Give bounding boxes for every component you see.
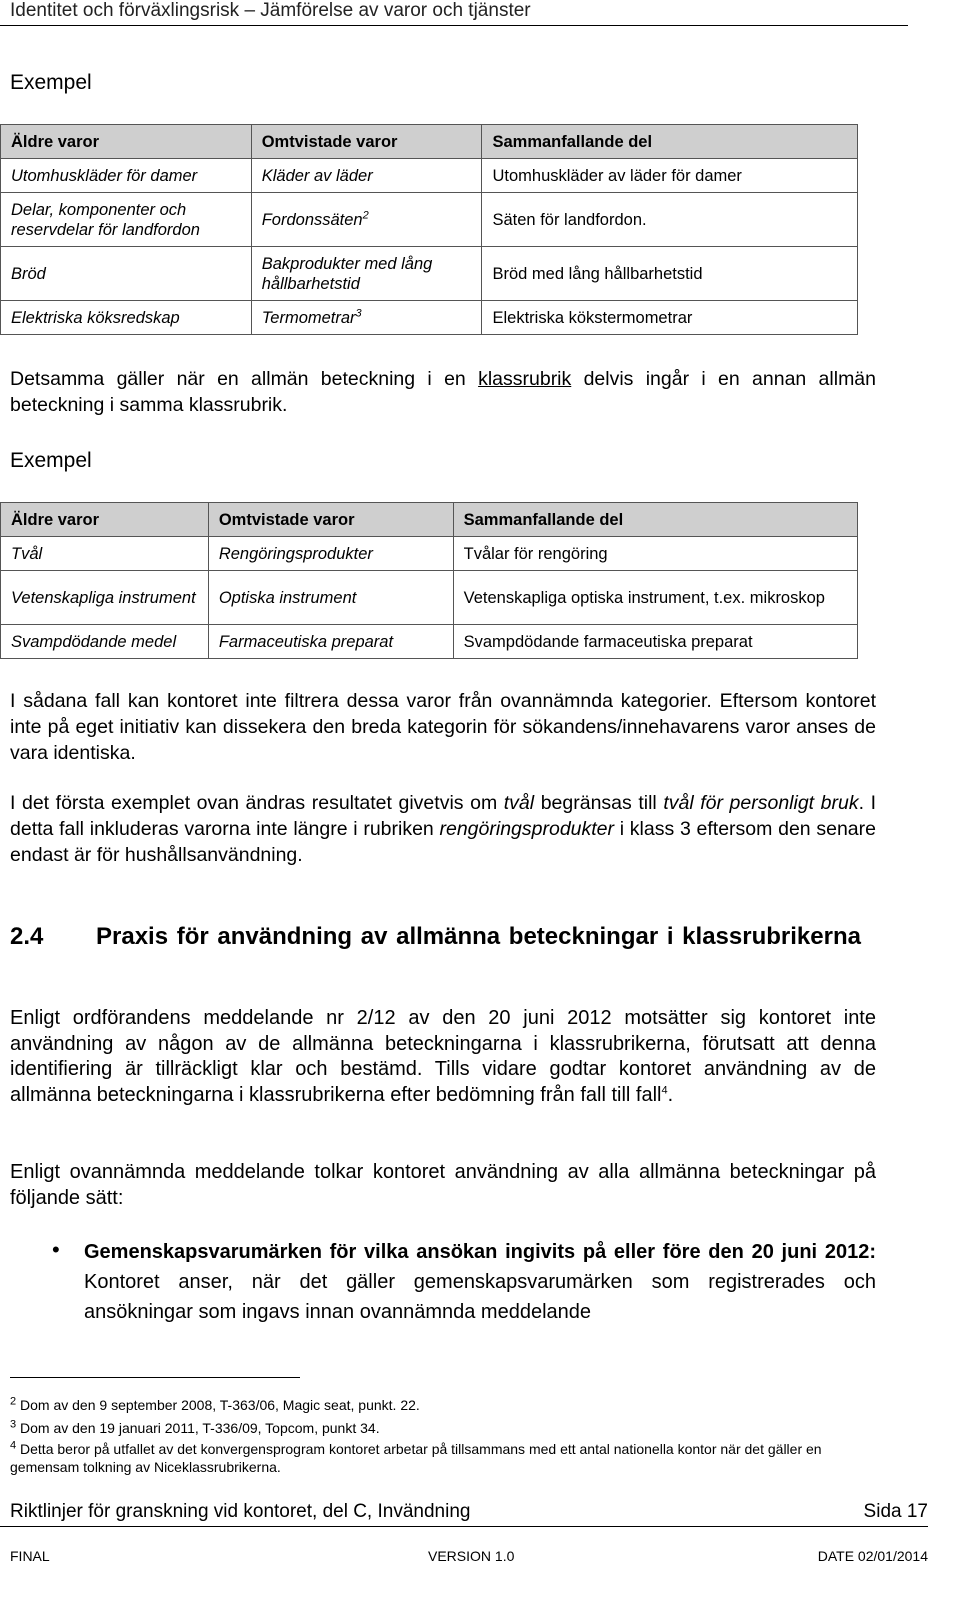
- footnote-number: 4: [10, 1439, 17, 1452]
- table-cell: Utomhuskläder för damer: [1, 159, 252, 193]
- paragraph-text: . I detta fall inkluderas varorna inte längre i rubriken: [10, 792, 877, 840]
- paragraph-4: [10, 1006, 876, 1108]
- example-table-2: [0, 502, 858, 659]
- table-row: [1, 571, 858, 625]
- footer-guideline-title: Riktlinjer för granskning vid kontoret, del C, Invändning: [10, 1501, 471, 1522]
- column-header: Sammanfallande del: [482, 125, 858, 159]
- column-header: Äldre varor: [1, 503, 209, 537]
- table-row: [1, 301, 858, 335]
- table-cell: Optiska instrument: [208, 571, 453, 625]
- table-cell: Bröd med lång hållbarhetstid: [482, 247, 858, 301]
- cell-text: Fordonssäten: [261, 210, 363, 229]
- klassrubrik-link[interactable]: klassrubrik: [478, 368, 572, 390]
- table-row: [1, 625, 858, 659]
- table-cell: Elektriska köksredskap: [1, 301, 252, 335]
- footer-divider: [0, 1526, 928, 1527]
- bullet-item: [84, 1237, 876, 1327]
- footnote-divider: [10, 1377, 300, 1378]
- table-cell: Farmaceutiska preparat: [208, 625, 453, 659]
- bullet-point: •: [52, 1237, 60, 1262]
- table-cell: Kläder av läder: [251, 159, 482, 193]
- paragraph-text: i klass 3 eftersom den senare endast är för hushållsanvändning.: [10, 818, 876, 866]
- table-row: [1, 537, 858, 571]
- footnote-2: [10, 1396, 890, 1414]
- emphasis-text: tvål: [503, 792, 535, 814]
- table-header-row: [1, 503, 858, 537]
- paragraph-text: delvis ingår i en annan allmän beteckning i samma klassrubrik.: [10, 368, 877, 416]
- table-cell: Vetenskapliga instrument: [1, 571, 209, 625]
- paragraph-text: I det första exemplet ovan ändras resultatet givetvis om: [10, 792, 504, 814]
- table-row: [1, 247, 858, 301]
- example-table-1: [0, 124, 858, 335]
- bullet-text: Kontoret anser, när det gäller gemenskapsvarumärken som registrerades och ansökningar som ingavs innan ovannämnda meddelande: [84, 1271, 876, 1323]
- paragraph-text: Enligt ordförandens meddelande nr 2/12 av den 20 juni 2012 motsätter sig kontoret inte användning av någon av de allmänna beteckningarna i klassrubrikerna, förutsatt att denna identifiering är tillräckligt klar och bestämd. Tills vidare godtar kontoret användning av de allmänna beteckningarna i klassrubrikerna efter bedömning från fall till fall: [10, 1007, 876, 1106]
- column-header: Omtvistade varor: [208, 503, 453, 537]
- example-label-2: Exempel: [10, 449, 92, 472]
- table-cell: Svampdödande medel: [1, 625, 209, 659]
- running-header-title: Identitet och förväxlingsrisk – Jämförelse av varor och tjänster: [10, 0, 531, 21]
- paragraph-5: Enligt ovannämnda meddelande tolkar kontoret användning av alla allmänna beteckningar på följande sätt:: [10, 1161, 876, 1209]
- doc-status: FINAL: [10, 1548, 50, 1564]
- table-header-row: [1, 125, 858, 159]
- section-number: 2.4: [10, 923, 44, 950]
- table-cell: Elektriska kökstermometrar: [482, 301, 858, 335]
- section-title: Praxis för användning av allmänna beteckningar i klassrubrikerna: [96, 923, 861, 950]
- table-cell: Bakprodukter med lång hållbarhetstid: [251, 247, 482, 301]
- table-cell: Utomhuskläder av läder för damer: [482, 159, 858, 193]
- footnote-ref: 4: [661, 1083, 668, 1096]
- footnote-number: 2: [10, 1395, 17, 1408]
- paragraph-text: .: [667, 1083, 674, 1106]
- emphasis-text: tvål för personligt bruk: [663, 792, 859, 814]
- paragraph-3: [10, 790, 876, 868]
- table-cell: Tvålar för rengöring: [453, 537, 857, 571]
- table-cell: [251, 301, 482, 335]
- paragraph-text: begränsas till: [534, 792, 664, 814]
- cell-text: Termometrar: [261, 308, 356, 327]
- column-header: Omtvistade varor: [251, 125, 482, 159]
- table-cell: Svampdödande farmaceutiska preparat: [453, 625, 857, 659]
- table-cell: Vetenskapliga optiska instrument, t.ex. mikroskop: [453, 571, 857, 625]
- table-row: [1, 193, 858, 247]
- footnote-ref: 3: [355, 307, 362, 319]
- table-cell: Säten för landfordon.: [482, 193, 858, 247]
- column-header: Äldre varor: [1, 125, 252, 159]
- table-cell: Delar, komponenter och reservdelar för landfordon: [1, 193, 252, 247]
- table-cell: Bröd: [1, 247, 252, 301]
- footnote-text: Dom av den 19 januari 2011, T-336/09, Topcom, punkt 34.: [20, 1420, 380, 1436]
- doc-version: VERSION 1.0: [428, 1548, 515, 1564]
- header-divider: [0, 25, 908, 26]
- table-row: [1, 159, 858, 193]
- table-cell: Rengöringsprodukter: [208, 537, 453, 571]
- footnote-ref: 2: [362, 209, 369, 221]
- footnote-text: Dom av den 9 september 2008, T-363/06, Magic seat, punkt. 22.: [20, 1397, 420, 1413]
- table-cell: [251, 193, 482, 247]
- emphasis-text: rengöringsprodukter: [439, 818, 615, 840]
- doc-date: DATE 02/01/2014: [817, 1548, 928, 1564]
- table-cell: Tvål: [1, 537, 209, 571]
- paragraph-1: [10, 366, 876, 418]
- paragraph-2: I sådana fall kan kontoret inte filtrera dessa varor från ovannämnda kategorier. Eftersom kontoret inte på eget initiativ kan dissekera den breda kategorin för sökandens/innehavarens varor anses de vara identiska.: [10, 690, 876, 764]
- column-header: Sammanfallande del: [453, 503, 857, 537]
- footnote-number: 3: [10, 1418, 17, 1431]
- footnote-text: Detta beror på utfallet av det konvergensprogram kontoret arbetar på tillsammans med ett antal nationella kontor när det gäller en gemensam tolkning av Niceklassrubrikerna.: [10, 1441, 822, 1475]
- bullet-bold-text: Gemenskapsvarumärken för vilka ansökan ingivits på eller före den 20 juni 2012:: [84, 1241, 876, 1263]
- paragraph-text: Detsamma gäller när en allmän beteckning i en: [10, 368, 479, 390]
- page-number: Sida 17: [863, 1501, 928, 1522]
- footnote-4: [10, 1440, 870, 1476]
- example-label-1: Exempel: [10, 71, 92, 94]
- footnote-3: [10, 1419, 890, 1437]
